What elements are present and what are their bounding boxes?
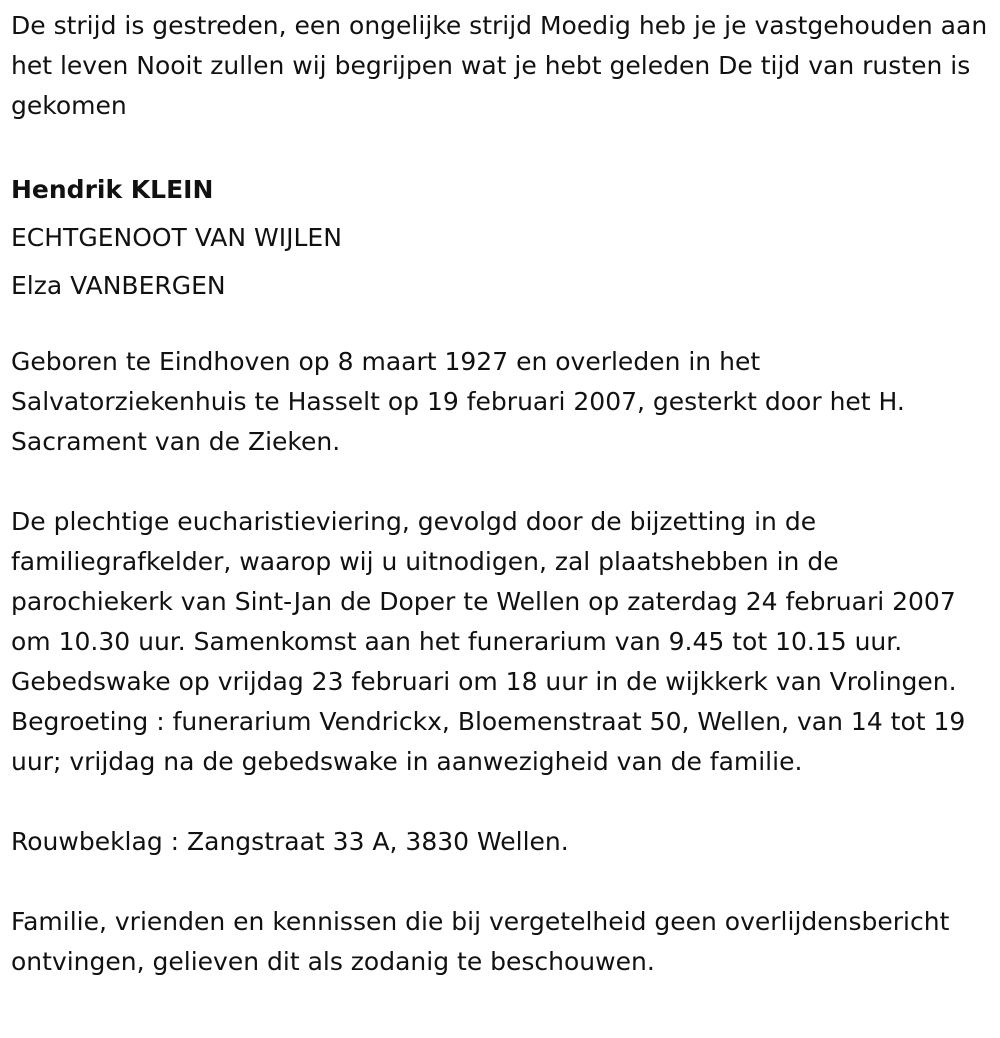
condolence-address: Rouwbeklag : Zangstraat 33 A, 3830 Wellen. (11, 827, 569, 856)
intro-poem: De strijd is gestreden, een ongelijke strijd Moedig heb je je vastgehouden aan het leven Nooit zullen wij begrijpen wat je hebt geleden De tijd van rusten is gekomen (11, 11, 988, 120)
spacer (11, 782, 996, 822)
spacer (11, 310, 996, 342)
birth-death-paragraph: Geboren te Eindhoven op 8 maart 1927 en overleden in het Salvatorziekenhuis te Hasselt op 19 februari 2007, gesterkt door het H. Sacrament van de Zieken. (11, 347, 905, 456)
spouse-name: Elza VANBERGEN (11, 271, 226, 300)
spacer (11, 462, 996, 502)
relation-title: ECHTGENOOT VAN WIJLEN (11, 223, 342, 252)
deceased-name: Hendrik KLEIN (11, 175, 214, 204)
spacer (11, 126, 996, 166)
closing-paragraph: Familie, vrienden en kennissen die bij vergetelheid geen overlijdensbericht ontvingen, gelieven dit als zodanig te beschouwen. (11, 907, 950, 976)
ceremony-paragraph: De plechtige eucharistieviering, gevolgd door de bijzetting in de familiegrafkelder, waarop wij u uitnodigen, zal plaatshebben in de parochiekerk van Sint-Jan de Doper te Wellen op zaterdag 24 februari 2007 om 10.30 uur. Samenkomst aan het funerarium van 9.45 tot 10.15 uur. Gebedswake op vrijdag 23 februari om 18 uur in de wijkkerk van Vrolingen. Begroeting : funerarium Vendrickx, Bloemenstraat 50, Wellen, van 14 tot 19 uur; vrijdag na de gebedswake in aanwezigheid van de familie. (11, 507, 966, 776)
obituary-document (11, 6, 996, 982)
spacer (11, 862, 996, 902)
